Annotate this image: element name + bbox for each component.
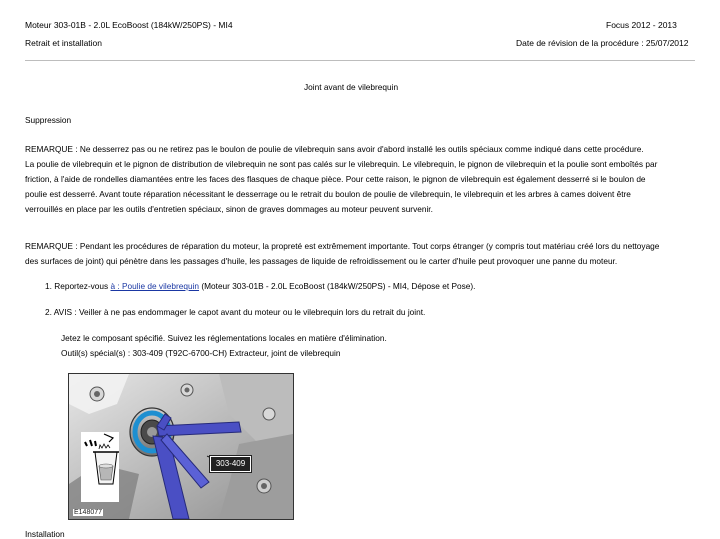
seal-removal-illustration <box>68 373 294 520</box>
note-line: La poulie de vilebrequin et le pignon de distribution de vilebrequin ne sont pas calés sur le vilebrequin. Le vilebrequin, le pignon de vilebrequin et la poulie sont emboîtés par <box>25 159 658 169</box>
vehicle-model: Focus 2012 - 2013 <box>606 20 677 30</box>
note-crankshaft-bolt <box>25 142 657 217</box>
note-line: des surfaces de joint) qui pénètre dans les passages d'huile, les passages de liquide de refroidissement ou le carter d'huile peut provoquer une panne du moteur. <box>25 256 618 266</box>
installation-heading: Installation <box>25 529 65 539</box>
revision-date: Date de révision de la procédure : 25/07/2012 <box>516 38 689 48</box>
crankshaft-pulley-link[interactable]: à : Poulie de vilebrequin <box>110 281 200 291</box>
document-title: Moteur 303-01B - 2.0L EcoBoost (184kW/250PS) - MI4 <box>25 20 233 30</box>
section-label: Retrait et installation <box>25 38 103 48</box>
note-cleanliness <box>25 239 659 269</box>
engine-front-cover-drawing <box>69 374 293 519</box>
step-2-detail: Jetez le composant spécifié. Suivez les réglementations locales en matière d'élimination. <box>61 333 387 343</box>
step-1 <box>45 279 475 294</box>
procedure-heading: Joint avant de vilebrequin <box>304 82 399 92</box>
note-line: friction, à l'aide de rondelles diamantées entre les faces des flasques de chaque pièce. Pour cette raison, le pignon de vilebrequin est également desserré si le boulon de <box>25 174 646 184</box>
note-line: REMARQUE : Ne desserrez pas ou ne retirez pas le boulon de poulie de vilebrequin sans avoir d'abord installé les outils spéciaux comme indiqué dans cette procédure. <box>25 144 644 154</box>
tool-callout-label: 303-409 <box>210 456 251 472</box>
special-tool-line: Outil(s) spécial(s) : 303-409 (T92C-6700-CH) Extracteur, joint de vilebrequin <box>61 348 341 358</box>
step-1-suffix: (Moteur 303-01B - 2.0L EcoBoost (184kW/250PS) - MI4, Dépose et Pose). <box>199 281 476 291</box>
step-2: 2. AVIS : Veiller à ne pas endommager le capot avant du moteur ou le vilebrequin lors du retrait du joint. <box>45 307 426 317</box>
removal-heading: Suppression <box>25 115 72 125</box>
step-1-prefix: 1. Reportez-vous <box>45 281 111 291</box>
note-line: verrouillés en place par les outils d'entretien spéciaux, sinon de graves dommages au moteur peuvent survenir. <box>25 204 433 214</box>
note-line: REMARQUE : Pendant les procédures de réparation du moteur, la propreté est extrêmement importante. Tout corps étranger (y compris tout matériau créé lors du nettoyage <box>25 241 660 251</box>
figure-caption: E148077 <box>74 509 103 516</box>
note-line: poulie est desserré. Avant toute réparation nécessitant le desserrage ou le retrait du boulon de poulie de vilebrequin, le vilebrequin et les arbres à cames doivent être <box>25 189 631 199</box>
header-divider <box>25 60 695 61</box>
